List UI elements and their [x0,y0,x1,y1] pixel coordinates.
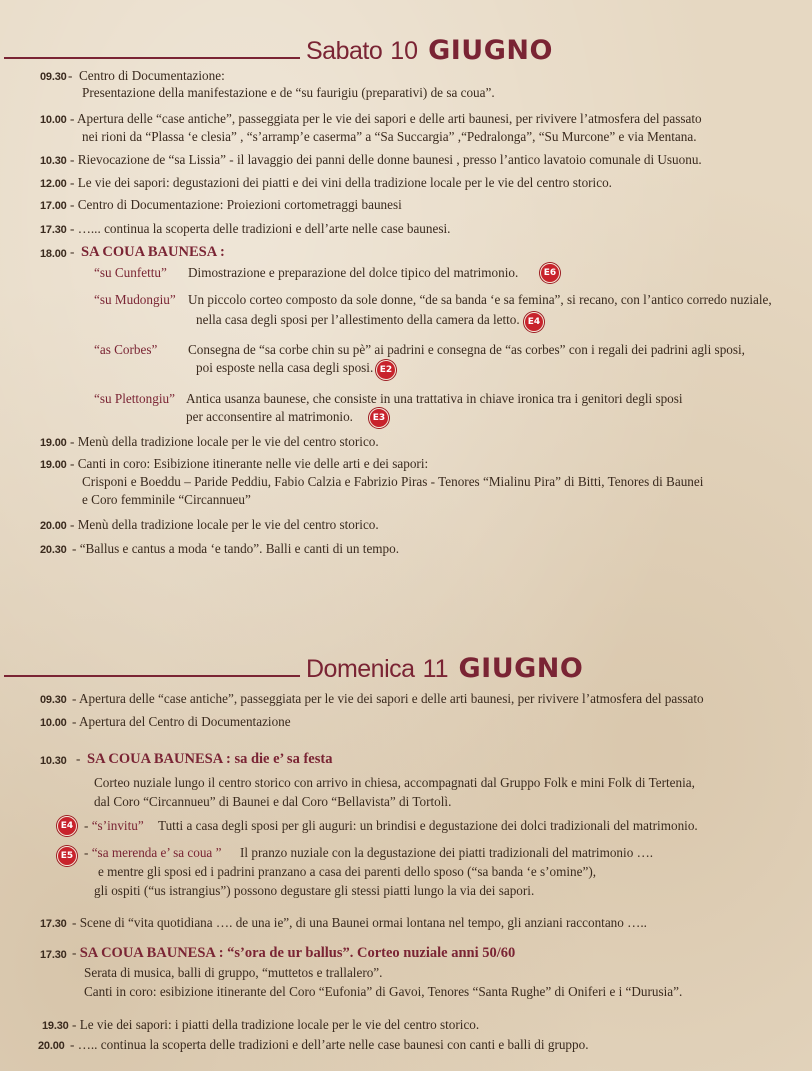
event-line: Rievocazione de “sa Lissia” - il lavaggio dei panni delle donne baunesi , presso l’antico lavatoio comunale di Usuonu. [77,152,702,167]
event-time: 18.00 [40,248,67,260]
sub-name: “su Cunfettu” [94,265,167,280]
event-line: Centro di Documentazione: [79,68,225,83]
saturday-title [306,35,553,66]
sub-text: e mentre gli sposi ed i padrini pranzano a casa dei parenti dello sposo (“sa banda ‘e s’omine”), [98,864,597,879]
event-line: - ….. continua la scoperta delle tradizioni e dell’arte nelle case baunesi con canti e balli di gruppo. [70,1037,589,1052]
sub-text: poi esposte nella casa degli sposi. [196,360,374,375]
day-of-week: Sabato [306,37,383,65]
event-time: 10.30 [40,155,67,167]
event-time: 19.00 [40,437,67,449]
sub-name: “su Mudongiu” [94,292,176,307]
sub-text: Tutti a casa degli sposi per gli auguri: un brindisi e degustazione dei dolci tradizionali del matrimonio. [158,818,698,833]
event-line: Menù della tradizione locale per le vie del centro storico. [77,517,379,532]
event-line: Canti in coro: esibizione itinerante del Coro “Eufonia” di Gavoi, Tenores “Santa Rughe” di Oniferi e i “Durusia”. [84,984,683,999]
event-line: Scene di “vita quotidiana …. de una ie”, di una Baunei ormai lontana nel tempo, gli anziani raccontano ….. [79,915,647,930]
badge-e4: E4 [57,816,77,836]
sub-name: “s’invitu” [91,818,144,833]
event-line: dal Coro “Circannueu” di Baunei e dal Coro “Bellavista” di Tortolì. [94,794,452,809]
sub-text: Il pranzo nuziale con la degustazione dei piatti tradizionali del matrimonio …. [240,845,654,860]
event-line: Crisponi e Boeddu – Paride Peddiu, Fabio Calzia e Fabrizio Piras - Tenores “Mialinu Pira” di Bitti, Tenores di Baunei [82,474,704,489]
event-line: Presentazione della manifestazione e de “su faurigiu (preparativi) de sa coua”. [82,85,495,100]
sub-text: Un piccolo corteo composto da sole donne, “de sa banda ‘e sa femina”, si recano, con l’antico corredo nuziale, [188,292,772,307]
sub-text: nella casa degli sposi per l’allestimento della camera da letto. [196,312,520,327]
event-line: Centro di Documentazione: Proiezioni cortometraggi baunesi [77,197,402,212]
badge-e5: E5 [57,846,77,866]
sunday-header [0,648,812,684]
event-time: 17.00 [40,200,67,212]
saturday-header [0,30,812,66]
event-line: Le vie dei sapori: i piatti della tradizione locale per le vie del centro storico. [79,1017,480,1032]
day-of-week: Domenica [306,655,415,683]
event-time: 17.30 [40,224,67,236]
event-line: - …... continua la scoperta delle tradizioni e dell’arte nelle case baunesi. [70,221,451,236]
event-time: 19.00 [40,459,67,471]
sunday-title [306,653,583,684]
event-line: “Ballus e cantus a moda ‘e tando”. Balli e canti di un tempo. [79,541,400,556]
sub-text: Antica usanza baunese, che consiste in una trattativa in chiave ironica tra i genitori degli sposi [186,391,683,406]
sub-name: “su Plettongiu” [94,391,175,406]
day-number: 11 [422,655,449,683]
sub-text: per acconsentire al matrimonio. [186,409,353,424]
month: GIUGNO [428,35,553,66]
event-time: 17.30 [40,949,67,961]
event-line: Apertura delle “case antiche”, passeggiata per le vie dei sapori e delle arti baunesi, per rivivere l’atmosfera del passato [78,691,704,706]
month: GIUGNO [458,653,584,684]
event-line: Canti in coro: Esibizione itinerante nelle vie delle arti e dei sapori: [77,456,429,471]
event-time: 17.30 [40,918,67,930]
event-time: 20.30 [40,544,67,556]
badge-e6: E6 [540,263,560,283]
sub-text: Dimostrazione e preparazione del dolce tipico del matrimonio. [188,265,519,280]
header-rule [4,675,300,677]
event-time: 20.00 [40,520,67,532]
event-time: 12.00 [40,178,67,190]
badge-e2: E2 [376,360,396,380]
event-time: 09.30 [40,71,67,83]
sub-text: gli ospiti (“us istrangius”) possono degustare gli stessi piatti lungo la via dei sapori. [94,883,535,898]
event-time: 10.00 [40,114,67,126]
event-time: 19.30 [42,1020,69,1032]
header-rule [4,57,300,59]
event-time: 10.30 [40,755,67,767]
event-line: nei rioni da “Plassa ‘e clesia” , “s’arramp’e caserma” a “Sa Succargia” ,“Pedralonga”, “Su Murcone” e via Mentana. [82,129,697,144]
event-line: Menù della tradizione locale per le vie del centro storico. [77,434,379,449]
event-line: Apertura del Centro di Documentazione [78,714,291,729]
event-time: 20.00 [38,1040,65,1052]
badge-e4: E4 [524,312,544,332]
event-line: e Coro femminile “Circannueu” [82,492,251,507]
sub-name: “as Corbes” [94,342,158,357]
section-title: SA COUA BAUNESA : sa die e’ sa festa [87,751,333,767]
event-line: Serata di musica, balli di gruppo, “muttetos e trallalero”. [84,965,383,980]
sub-text: Consegna de “sa corbe chin su pè” ai padrini e consegna de “as corbes” con i regali dei padrini agli sposi, [188,342,745,357]
event-line: Apertura delle “case antiche”, passeggiata per le vie dei sapori e delle arti baunesi, per rivivere l’atmosfera del passato [76,111,702,126]
event-time: 09.30 [40,694,67,706]
day-number: 10 [390,37,419,65]
badge-e3: E3 [369,408,389,428]
section-title: SA COUA BAUNESA : “s’ora de ur ballus”. Corteo nuziale anni 50/60 [79,945,516,961]
section-title: SA COUA BAUNESA : [81,244,225,260]
event-line: Le vie dei sapori: degustazioni dei piatti e dei vini della tradizione locale per le vie del centro storico. [77,175,612,190]
event-time: 10.00 [40,717,67,729]
event-line: Corteo nuziale lungo il centro storico con arrivo in chiesa, accompagnati dal Gruppo Folk e mini Folk di Tertenia, [94,775,695,790]
sub-name: “sa merenda e’ sa coua ” [91,845,222,860]
